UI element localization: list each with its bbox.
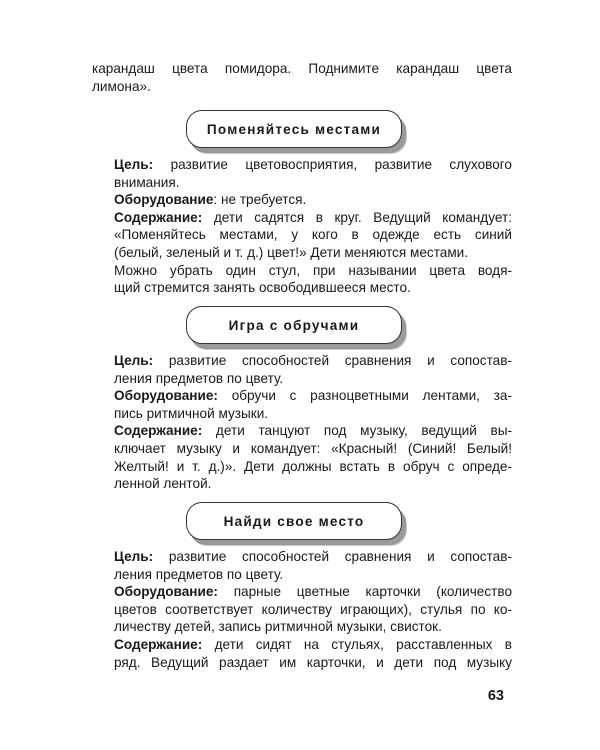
content-text: дети танцуют под музыку, ведущий вы- <box>202 423 512 439</box>
equipment-paragraph <box>92 191 512 209</box>
content-paragraph <box>92 422 512 492</box>
content-text: Желтый! и т. д.)». Дети должны встать в обруч с опреде- <box>114 458 512 474</box>
content-text: ключает музыку и командует: «Красный! (Синий! Белый! <box>114 440 512 456</box>
intro-line: лимона». <box>92 78 151 94</box>
section-title-box <box>186 502 402 540</box>
section-title-box <box>186 110 402 148</box>
content-text: (белый, зеленый и т. д.) цвет!» Дети меняются местами. <box>114 244 469 260</box>
goal-text: развитие способностей сравнения и сопостав- <box>153 353 512 368</box>
equipment-text: цветов соответствует количеству играющих), стулья по ко- <box>114 601 512 617</box>
goal-label: Цель: <box>114 549 154 564</box>
section-body <box>92 352 512 493</box>
extra-paragraph <box>92 262 512 297</box>
content-paragraph <box>92 209 512 262</box>
intro-paragraph <box>92 60 512 95</box>
content-label: Содержание: <box>114 423 203 439</box>
intro-line: карандаш цвета помидора. Поднимите карандаш цвета <box>92 61 512 76</box>
goal-text: развитие способностей сравнения и сопостав- <box>153 549 512 564</box>
equipment-label: Оборудование: <box>114 388 218 404</box>
goal-paragraph <box>92 156 512 191</box>
goal-text: развитие цветовосприятия, развитие слухового <box>153 157 512 172</box>
content-text: «Поменяйтесь местами, у кого в одежде есть синий <box>114 227 512 243</box>
equipment-label: Оборудование: <box>114 584 218 600</box>
equipment-text: пись ритмичной музыки. <box>114 405 269 421</box>
goal-text: ления предметов по цвету. <box>114 370 284 386</box>
equipment-paragraph <box>92 387 512 422</box>
goal-label: Цель: <box>114 157 154 172</box>
equipment-text: личеству детей, запись ритмичной музыки, свисток. <box>114 619 442 635</box>
content-text: ряд. Ведущий раздает им карточки, и дети под музыку <box>114 654 512 670</box>
content-text: дети сидят на стульях, расставленных в <box>202 636 512 652</box>
section-body <box>92 156 512 297</box>
extra-text: щий стремится занять освободившееся место. <box>114 280 411 296</box>
equipment-label: Оборудование <box>114 192 214 208</box>
goal-paragraph <box>92 352 512 387</box>
goal-label: Цель: <box>114 353 154 368</box>
goal-text: внимания. <box>114 174 180 190</box>
section-body <box>92 548 512 671</box>
content-label: Содержание: <box>114 636 203 652</box>
content-label: Содержание: <box>114 209 203 225</box>
goal-paragraph <box>92 548 512 583</box>
goal-text: ления предметов по цвету. <box>114 566 284 582</box>
equipment-paragraph <box>92 583 512 636</box>
equipment-text: обручи с разноцветными лентами, за- <box>217 388 512 404</box>
page-number: 63 <box>487 688 504 704</box>
section-title-box <box>186 306 402 344</box>
equipment-text: : не требуется. <box>213 192 307 208</box>
equipment-text: парные цветные карточки (количество <box>217 584 512 600</box>
section-title: Игра с обручами <box>228 317 360 333</box>
content-text: ленной лентой. <box>114 476 212 492</box>
section-title: Найди свое место <box>223 513 365 529</box>
extra-text: Можно убрать один стул, при назывании цвета водя- <box>114 262 512 278</box>
section-title: Поменяйтесь местами <box>206 121 382 137</box>
content-text: дети садятся в круг. Ведущий командует: <box>202 209 512 225</box>
content-paragraph <box>92 636 512 671</box>
